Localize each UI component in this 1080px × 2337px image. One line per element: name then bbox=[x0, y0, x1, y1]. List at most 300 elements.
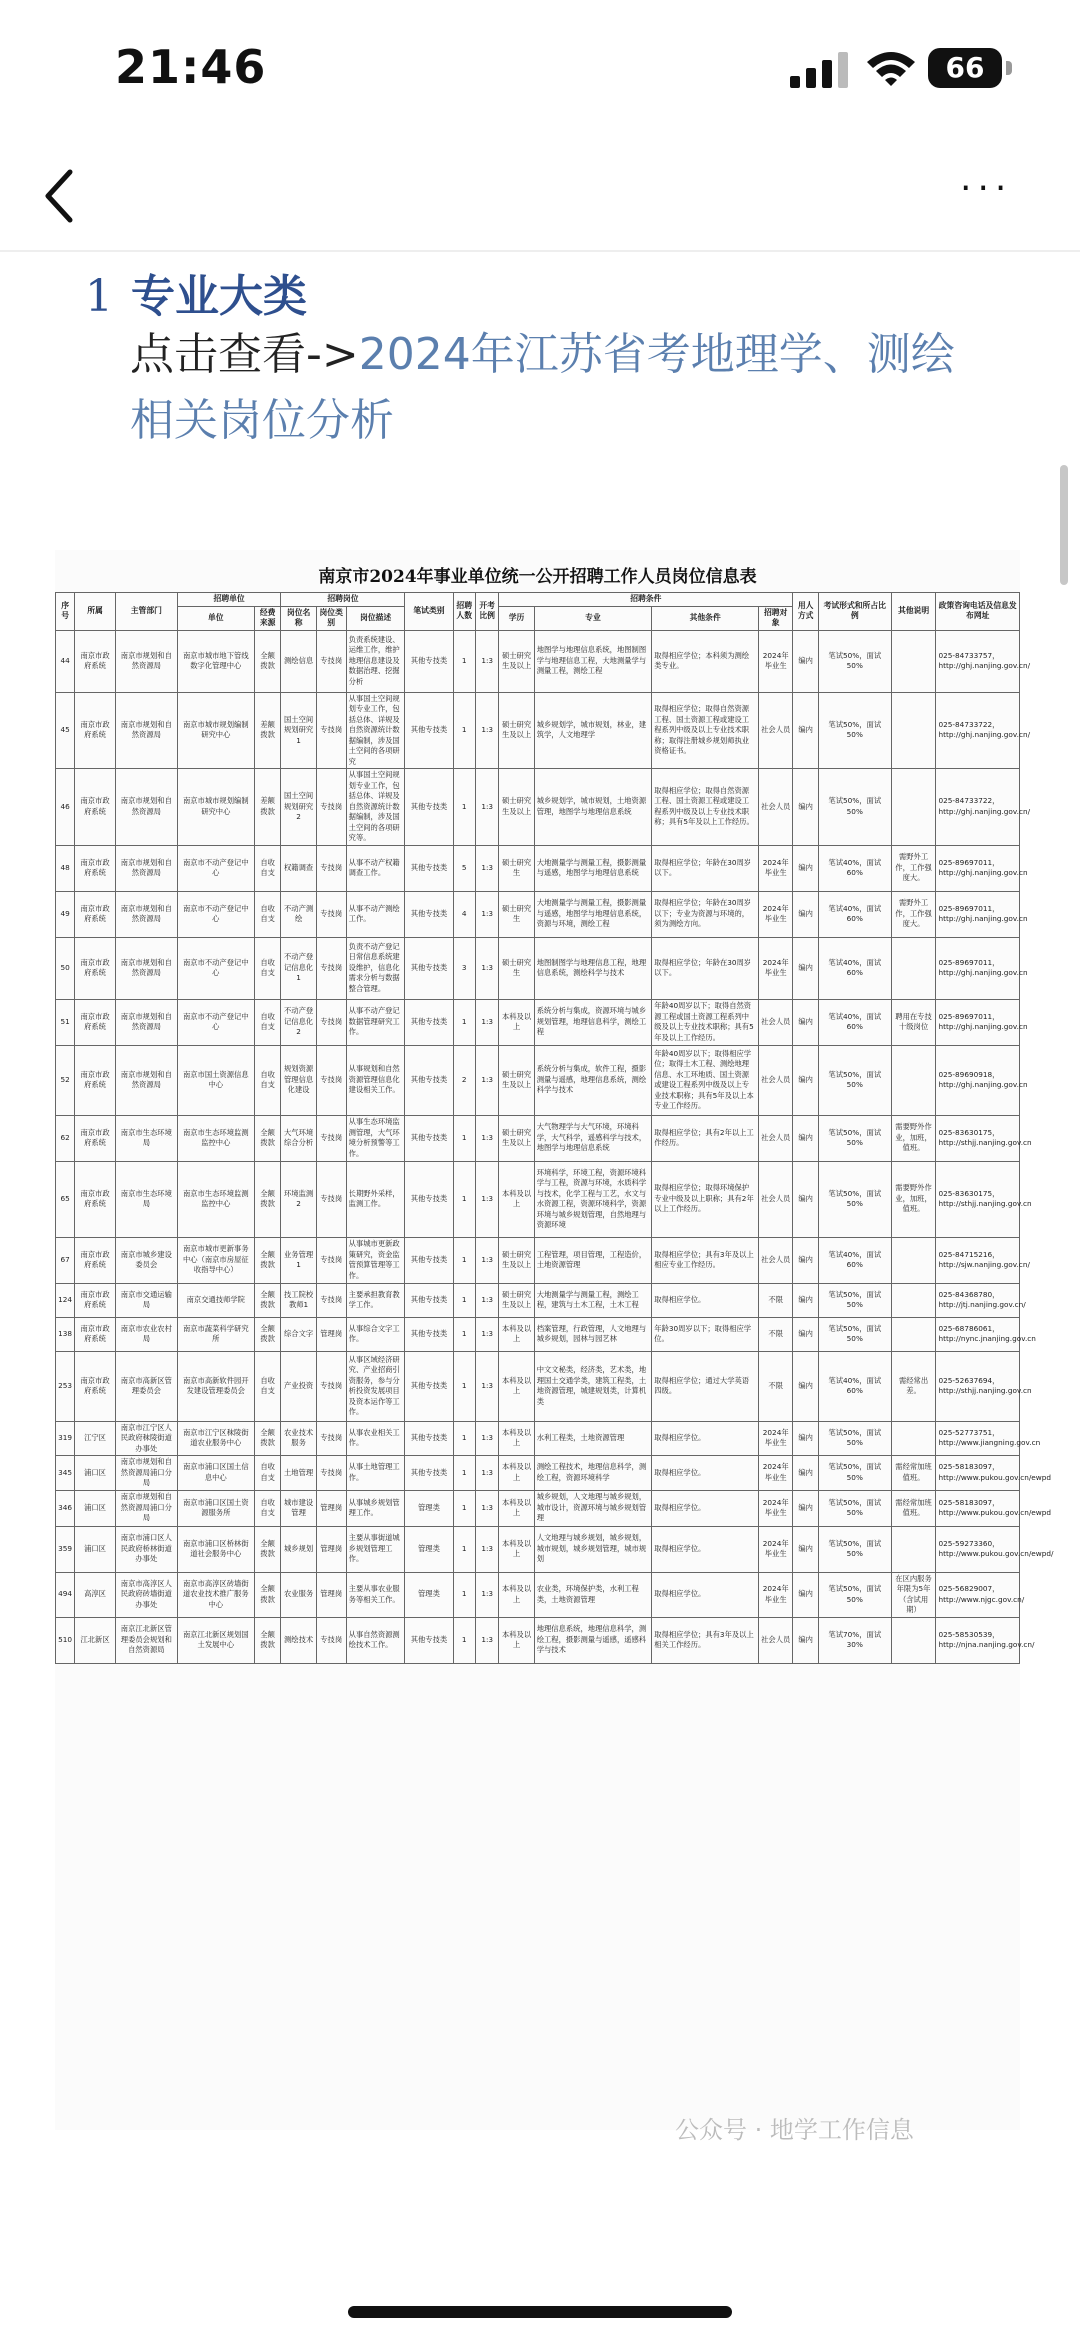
table-cell: 主要承担教育教学工作。 bbox=[346, 1283, 405, 1317]
table-cell: 从事不动产登记数据管理研究工作。 bbox=[346, 999, 405, 1045]
table-cell: 南京市规划和自然资源局 bbox=[115, 845, 177, 891]
table-cell: 工程管理，项目管理，工程造价，土地资源管理 bbox=[534, 1237, 652, 1283]
table-cell: 1 bbox=[453, 1490, 475, 1526]
table-cell: 345 bbox=[56, 1456, 75, 1491]
table-cell: 管理岗 bbox=[316, 1490, 346, 1526]
table-cell: 社会人员 bbox=[759, 1237, 793, 1283]
col-header-num: 招聘人数 bbox=[453, 593, 475, 631]
table-cell: 自收自支 bbox=[254, 1351, 281, 1421]
table-cell: 国土空间规划研究1 bbox=[281, 692, 316, 769]
table-cell: 从事区域经济研究、产业招商引资服务，参与分析投资发展项目及资本运作等工作。 bbox=[346, 1351, 405, 1421]
table-cell: 其他专技类 bbox=[405, 1456, 453, 1491]
table-cell: 1:3 bbox=[475, 937, 499, 999]
table-cell: 南京市生态环境监测监控中心 bbox=[177, 1161, 254, 1237]
table-cell: 专技岗 bbox=[316, 1045, 346, 1115]
table-cell: 档案管理，行政管理，人文地理与城乡规划，园林与园艺林 bbox=[534, 1317, 652, 1351]
table-cell: 笔试50%，面试50% bbox=[818, 1045, 891, 1115]
table-row bbox=[56, 1161, 1020, 1237]
table-cell: 农业类，环境保护类，水利工程类，土地资源管理 bbox=[534, 1572, 652, 1617]
table-cell: 1 bbox=[453, 1283, 475, 1317]
col-header-belong: 所属 bbox=[75, 593, 116, 631]
table-cell: 江北新区 bbox=[75, 1617, 116, 1663]
table-cell: 取得相应学位；具有3年及以上相关工作经历。 bbox=[652, 1617, 759, 1663]
table-cell: 1 bbox=[453, 1617, 475, 1663]
table-cell: 其他专技类 bbox=[405, 1421, 453, 1456]
table-cell: 025-89697011，http://ghj.nanjing.gov.cn bbox=[936, 937, 1020, 999]
table-cell: 笔试50%，面试50% bbox=[818, 1456, 891, 1491]
table-cell bbox=[891, 1421, 936, 1456]
table-cell: 负责不动产登记日常信息系统建设维护，信息化需求分析与数据整合管理。 bbox=[346, 937, 405, 999]
table-cell: 1 bbox=[453, 1421, 475, 1456]
table-cell: 编内 bbox=[793, 1456, 819, 1491]
table-cell: 南京市规划和自然资源局 bbox=[115, 769, 177, 846]
col-header-post-name: 岗位名称 bbox=[281, 606, 316, 630]
table-cell: 1 bbox=[453, 630, 475, 692]
table-cell: 5 bbox=[453, 845, 475, 891]
table-cell: 专技岗 bbox=[316, 1283, 346, 1317]
table-cell: 测绘工程技术，地理信息科学，测绘工程，资源环境科学 bbox=[534, 1456, 652, 1491]
table-cell: 硕士研究生及以上 bbox=[499, 769, 534, 846]
table-cell: 025-83630175，http://sthjj.nanjing.gov.cn bbox=[936, 1115, 1020, 1161]
table-cell: 产业投资 bbox=[281, 1351, 316, 1421]
table-row bbox=[56, 1456, 1020, 1491]
table-cell: 浦口区 bbox=[75, 1490, 116, 1526]
table-cell: 南京市规划和自然资源局浦口分局 bbox=[115, 1490, 177, 1526]
table-cell: 编内 bbox=[793, 1115, 819, 1161]
table-cell: 1:3 bbox=[475, 1161, 499, 1237]
col-header-exam: 笔试类别 bbox=[405, 593, 453, 631]
table-cell: 本科及以上 bbox=[499, 1421, 534, 1456]
table-cell: 从事城乡规划管理工作。 bbox=[346, 1490, 405, 1526]
table-cell: 其他专技类 bbox=[405, 692, 453, 769]
table-cell: 大气环境综合分析 bbox=[281, 1115, 316, 1161]
table-cell: 2024年毕业生 bbox=[759, 937, 793, 999]
table-cell: 编内 bbox=[793, 1161, 819, 1237]
table-cell: 2024年毕业生 bbox=[759, 1572, 793, 1617]
table-cell: 取得相应学位；年龄在30周岁以下；专业为资源与环境的，须为测绘方向。 bbox=[652, 891, 759, 937]
table-cell: 其他专技类 bbox=[405, 845, 453, 891]
col-header-hire: 用人方式 bbox=[793, 593, 819, 631]
table-cell: 4 bbox=[453, 891, 475, 937]
table-cell: 南京市农业农村局 bbox=[115, 1317, 177, 1351]
table-cell: 自收自支 bbox=[254, 891, 281, 937]
table-cell: 编内 bbox=[793, 1617, 819, 1663]
table-cell: 笔试40%，面试60% bbox=[818, 999, 891, 1045]
table-cell: 46 bbox=[56, 769, 75, 846]
table-cell: 1:3 bbox=[475, 769, 499, 846]
table-cell: 笔试50%，面试50% bbox=[818, 1115, 891, 1161]
table-cell: 025-58530539，http://njna.nanjing.gov.cn/ bbox=[936, 1617, 1020, 1663]
group-header-post: 招聘岗位 bbox=[281, 593, 405, 607]
table-cell: 67 bbox=[56, 1237, 75, 1283]
table-cell: 编内 bbox=[793, 692, 819, 769]
home-indicator[interactable] bbox=[348, 2306, 732, 2318]
table-cell: 农业技术服务 bbox=[281, 1421, 316, 1456]
job-table-image bbox=[55, 550, 1054, 2144]
table-cell: 从事不动产测绘工作。 bbox=[346, 891, 405, 937]
table-cell: 不限 bbox=[759, 1351, 793, 1421]
table-cell: 编内 bbox=[793, 1526, 819, 1572]
table-cell: 1:3 bbox=[475, 1115, 499, 1161]
table-row bbox=[56, 692, 1020, 769]
table-cell: 50 bbox=[56, 937, 75, 999]
table-cell: 1 bbox=[453, 769, 475, 846]
article-link[interactable]: 2024年江苏省考地理学、测绘相关岗位分析 bbox=[130, 329, 955, 446]
table-cell: 南京市城市地下管线数字化管理中心 bbox=[177, 630, 254, 692]
table-cell: 差额拨款 bbox=[254, 769, 281, 846]
table-cell: 2024年毕业生 bbox=[759, 1421, 793, 1456]
table-row bbox=[56, 1421, 1020, 1456]
table-cell: 49 bbox=[56, 891, 75, 937]
table-cell: 南京市政府系统 bbox=[75, 845, 116, 891]
table-cell: 45 bbox=[56, 692, 75, 769]
table-cell: 138 bbox=[56, 1317, 75, 1351]
table-cell: 62 bbox=[56, 1115, 75, 1161]
table-row bbox=[56, 630, 1020, 692]
table-cell: 地理信息系统，地理信息科学，测绘工程，摄影测量与遥感，遥感科学与技术 bbox=[534, 1617, 652, 1663]
table-cell: 规划资源管理信息化建设 bbox=[281, 1045, 316, 1115]
table-cell: 025-84733722，http://ghj.nanjing.gov.cn/ bbox=[936, 692, 1020, 769]
watermark-text: 公众号 · 地学工作信息 bbox=[675, 2116, 914, 2144]
table-cell: 笔试50%，面试50% bbox=[818, 1421, 891, 1456]
table-cell: 51 bbox=[56, 999, 75, 1045]
table-cell: 编内 bbox=[793, 1045, 819, 1115]
battery-level: 66 bbox=[928, 48, 1002, 88]
table-cell: 48 bbox=[56, 845, 75, 891]
col-header-dept: 主管部门 bbox=[115, 593, 177, 631]
table-cell: 需野外工作，工作强度大。 bbox=[891, 891, 936, 937]
table-cell bbox=[891, 1045, 936, 1115]
table-cell: 从事综合文字工作。 bbox=[346, 1317, 405, 1351]
table-cell: 其他专技类 bbox=[405, 999, 453, 1045]
col-header-major: 专业 bbox=[534, 606, 652, 630]
table-cell: 南京市不动产登记中心 bbox=[177, 999, 254, 1045]
table-cell: 取得相应学位；年龄在30周岁以下。 bbox=[652, 845, 759, 891]
table-cell: 南京市江宁区人民政府秣陵街道办事处 bbox=[115, 1421, 177, 1456]
table-cell: 1:3 bbox=[475, 1572, 499, 1617]
table-cell: 南京市规划和自然资源局 bbox=[115, 999, 177, 1045]
job-positions-table bbox=[55, 592, 1054, 1664]
table-cell bbox=[891, 1617, 936, 1663]
table-cell: 1:3 bbox=[475, 1526, 499, 1572]
table-cell: 笔试50%，面试50% bbox=[818, 1317, 891, 1351]
table-cell: 南京市政府系统 bbox=[75, 1115, 116, 1161]
table-cell: 025-89697011，http://ghj.nanjing.gov.cn bbox=[936, 891, 1020, 937]
table-cell: 其他专技类 bbox=[405, 1115, 453, 1161]
table-cell: 1:3 bbox=[475, 999, 499, 1045]
table-cell: 编内 bbox=[793, 999, 819, 1045]
table-cell: 南京江北新区管理委员会规划和自然资源局 bbox=[115, 1617, 177, 1663]
table-cell: 聘用在专技十级岗位 bbox=[891, 999, 936, 1045]
table-cell: 硕士研究生 bbox=[499, 937, 534, 999]
table-cell: 笔试70%，面试30% bbox=[818, 1617, 891, 1663]
col-header-post-type: 岗位类别 bbox=[316, 606, 346, 630]
table-cell: 其他专技类 bbox=[405, 1283, 453, 1317]
table-cell: 其他专技类 bbox=[405, 1237, 453, 1283]
table-cell: 浦口区 bbox=[75, 1526, 116, 1572]
table-cell: 1 bbox=[453, 1526, 475, 1572]
table-cell: 取得相应学位；本科须为测绘类专业。 bbox=[652, 630, 759, 692]
table-cell: 253 bbox=[56, 1351, 75, 1421]
table-cell: 南京市生态环境监测监控中心 bbox=[177, 1115, 254, 1161]
table-cell: 综合文字 bbox=[281, 1317, 316, 1351]
table-cell: 510 bbox=[56, 1617, 75, 1663]
table-cell: 南京市高新区管理委员会 bbox=[115, 1351, 177, 1421]
table-cell: 取得相应学位；取得环境保护专业中级及以上职称；具有2年以上工作经历。 bbox=[652, 1161, 759, 1237]
table-row bbox=[56, 1572, 1020, 1617]
table-cell: 硕士研究生及以上 bbox=[499, 1045, 534, 1115]
table-cell: 自收自支 bbox=[254, 845, 281, 891]
table-cell: 取得相应学位；具有3年及以上相应专业工作经历。 bbox=[652, 1237, 759, 1283]
table-cell: 南京市不动产登记中心 bbox=[177, 845, 254, 891]
table-cell: 硕士研究生及以上 bbox=[499, 1283, 534, 1317]
table-cell: 1:3 bbox=[475, 1045, 499, 1115]
table-cell: 南京市城市规划编制研究中心 bbox=[177, 692, 254, 769]
table-cell: 本科及以上 bbox=[499, 1317, 534, 1351]
table-cell: 笔试40%，面试60% bbox=[818, 845, 891, 891]
table-cell: 高淳区 bbox=[75, 1572, 116, 1617]
table-cell: 社会人员 bbox=[759, 1115, 793, 1161]
table-row bbox=[56, 937, 1020, 999]
table-cell: 城乡规划学，城市规划，林业，建筑学，人文地理学 bbox=[534, 692, 652, 769]
table-cell: 2024年毕业生 bbox=[759, 1526, 793, 1572]
status-time: 21:46 bbox=[115, 40, 267, 94]
table-cell: 南京市政府系统 bbox=[75, 630, 116, 692]
col-header-post-desc: 岗位描述 bbox=[346, 606, 405, 630]
table-cell: 大地测量学与测量工程，摄影测量与遥感，地图学与地理信息系统 bbox=[534, 845, 652, 891]
table-cell: 全额拨款 bbox=[254, 1283, 281, 1317]
table-cell: 社会人员 bbox=[759, 999, 793, 1045]
table-row bbox=[56, 1526, 1020, 1572]
table-cell: 南京市规划和自然资源局 bbox=[115, 630, 177, 692]
table-cell: 自收自支 bbox=[254, 999, 281, 1045]
table-cell: 笔试50%，面试50% bbox=[818, 769, 891, 846]
table-cell: 不动产登记信息化1 bbox=[281, 937, 316, 999]
table-cell: 取得相应学位。 bbox=[652, 1572, 759, 1617]
table-cell: 差额拨款 bbox=[254, 692, 281, 769]
table-cell: 取得相应学位。 bbox=[652, 1490, 759, 1526]
col-header-target: 招聘对象 bbox=[759, 606, 793, 630]
table-cell: 346 bbox=[56, 1490, 75, 1526]
table-cell: 土地管理 bbox=[281, 1456, 316, 1491]
table-cell: 南京市城乡建设委员会 bbox=[115, 1237, 177, 1283]
table-cell: 社会人员 bbox=[759, 1161, 793, 1237]
section-title: 专业大类 bbox=[131, 271, 307, 322]
table-cell: 南京江北新区规划国土发展中心 bbox=[177, 1617, 254, 1663]
table-cell: 笔试50%，面试50% bbox=[818, 1490, 891, 1526]
table-row bbox=[56, 1237, 1020, 1283]
table-cell: 1:3 bbox=[475, 1283, 499, 1317]
table-cell: 管理类 bbox=[405, 1572, 453, 1617]
table-cell: 从事国土空间规划专业工作，包括总体、详规及自然资源统计数据编制，涉及国土空间的各项研究 bbox=[346, 692, 405, 769]
table-cell: 本科及以上 bbox=[499, 1617, 534, 1663]
table-cell: 编内 bbox=[793, 630, 819, 692]
table-cell: 取得相应学位。 bbox=[652, 1283, 759, 1317]
table-cell: 专技岗 bbox=[316, 692, 346, 769]
table-cell: 地图学与地理信息系统，地图制图学与地理信息工程，大地测量学与测量工程，测绘工程 bbox=[534, 630, 652, 692]
table-cell: 1:3 bbox=[475, 1317, 499, 1351]
table-row bbox=[56, 1617, 1020, 1663]
table-cell: 需野外工作，工作强度大。 bbox=[891, 845, 936, 891]
table-cell: 025-52637694，http://sthjj.nanjing.gov.cn bbox=[936, 1351, 1020, 1421]
table-cell: 025-89697011，http://ghj.nanjing.gov.cn bbox=[936, 999, 1020, 1045]
table-cell: 从事不动产权籍调查工作。 bbox=[346, 845, 405, 891]
table-cell: 大地测量学与测量工程，摄影测量与遥感，地图学与地理信息系统，资源与环境，测绘工程 bbox=[534, 891, 652, 937]
table-cell: 1:3 bbox=[475, 1237, 499, 1283]
table-cell: 城市建设管理 bbox=[281, 1490, 316, 1526]
table-cell: 笔试50%，面试50% bbox=[818, 692, 891, 769]
table-cell: 不动产测绘 bbox=[281, 891, 316, 937]
table-cell: 南京市政府系统 bbox=[75, 769, 116, 846]
table-group-header-row bbox=[56, 593, 1020, 607]
table-cell: 3 bbox=[453, 937, 475, 999]
table-cell: 专技岗 bbox=[316, 1456, 346, 1491]
table-cell: 其他专技类 bbox=[405, 937, 453, 999]
table-row bbox=[56, 1490, 1020, 1526]
table-cell: 南京市城市更新事务中心（南京市房屋征收指导中心） bbox=[177, 1237, 254, 1283]
table-cell: 社会人员 bbox=[759, 769, 793, 846]
table-cell: 地图制图学与地理信息工程，地理信息系统，测绘科学与技术 bbox=[534, 937, 652, 999]
table-cell: 南京市国土资源信息中心 bbox=[177, 1045, 254, 1115]
table-cell: 自收自支 bbox=[254, 1490, 281, 1526]
table-cell bbox=[891, 1283, 936, 1317]
table-cell: 笔试40%，面试60% bbox=[818, 1351, 891, 1421]
table-cell: 025-56829007，http://www.njgc.gov.cn/ bbox=[936, 1572, 1020, 1617]
table-cell: 笔试40%，面试60% bbox=[818, 937, 891, 999]
table-cell: 年龄30周岁以下；取得相应学位。 bbox=[652, 1317, 759, 1351]
table-cell: 编内 bbox=[793, 1283, 819, 1317]
table-cell: 南京市浦口区人民政府桥林街道办事处 bbox=[115, 1526, 177, 1572]
table-cell: 取得相应学位；年龄在30周岁以下。 bbox=[652, 937, 759, 999]
table-cell: 需经常加班值班。 bbox=[891, 1490, 936, 1526]
table-cell: 城乡规划 bbox=[281, 1526, 316, 1572]
wifi-icon bbox=[865, 48, 917, 88]
table-cell: 硕士研究生及以上 bbox=[499, 1115, 534, 1161]
table-cell: 44 bbox=[56, 630, 75, 692]
table-cell: 其他专技类 bbox=[405, 891, 453, 937]
table-cell bbox=[891, 1317, 936, 1351]
table-cell: 南京市规划和自然资源局 bbox=[115, 1045, 177, 1115]
table-cell: 本科及以上 bbox=[499, 1456, 534, 1491]
table-cell: 南京市政府系统 bbox=[75, 999, 116, 1045]
cellular-signal-icon bbox=[790, 52, 850, 88]
back-chevron-icon[interactable] bbox=[40, 164, 80, 228]
table-cell: 笔试50%，面试50% bbox=[818, 630, 891, 692]
table-row bbox=[56, 1283, 1020, 1317]
table-cell: 1 bbox=[453, 1456, 475, 1491]
table-cell: 1 bbox=[453, 1237, 475, 1283]
table-cell: 年龄40周岁以下；取得自然资源工程或国土资源工程系列中级及以上专业技术职称；具有5年及以上工作经历。 bbox=[652, 999, 759, 1045]
table-cell: 1:3 bbox=[475, 1490, 499, 1526]
table-cell: 城乡规划学，城市规划，土地资源管理，地图学与地理信息系统 bbox=[534, 769, 652, 846]
table-cell: 025-89690918，http://ghj.nanjing.gov.cn bbox=[936, 1045, 1020, 1115]
table-cell: 025-52773751，http://www.jiangning.gov.cn bbox=[936, 1421, 1020, 1456]
col-header-contact: 政策咨询电话及信息发布网址 bbox=[936, 593, 1020, 631]
table-cell: 1:3 bbox=[475, 845, 499, 891]
table-cell: 不动产登记信息化2 bbox=[281, 999, 316, 1045]
table-cell: 本科及以上 bbox=[499, 999, 534, 1045]
table-cell: 从事国土空间规划专业工作，包括总体、详规及自然资源统计数据编制，涉及国土空间的各项研究等。 bbox=[346, 769, 405, 846]
col-header-no: 序号 bbox=[56, 593, 75, 631]
table-cell: 南京市政府系统 bbox=[75, 937, 116, 999]
table-cell: 025-89697011，http://ghj.nanjing.gov.cn bbox=[936, 845, 1020, 891]
table-cell: 专技岗 bbox=[316, 630, 346, 692]
table-cell: 1:3 bbox=[475, 891, 499, 937]
table-cell: 2024年毕业生 bbox=[759, 1490, 793, 1526]
table-cell: 2 bbox=[453, 1045, 475, 1115]
table-cell: 1:3 bbox=[475, 630, 499, 692]
table-cell: 管理类 bbox=[405, 1490, 453, 1526]
table-row bbox=[56, 1351, 1020, 1421]
table-cell: 专技岗 bbox=[316, 1115, 346, 1161]
table-cell: 编内 bbox=[793, 1317, 819, 1351]
table-cell: 系统分析与集成，软件工程，摄影测量与遥感，地理信息系统，测绘科学与技术 bbox=[534, 1045, 652, 1115]
table-cell: 笔试50%，面试50% bbox=[818, 1161, 891, 1237]
table-body bbox=[56, 630, 1054, 1663]
table-cell: 编内 bbox=[793, 845, 819, 891]
table-cell: 从事规划和自然资源管理信息化建设相关工作。 bbox=[346, 1045, 405, 1115]
table-row bbox=[56, 769, 1020, 846]
table-cell: 大气物理学与大气环境，环境科学，大气科学，遥感科学与技术，地图学与地理信息系统 bbox=[534, 1115, 652, 1161]
table-cell: 编内 bbox=[793, 937, 819, 999]
table-cell: 主要从事农业服务等相关工作。 bbox=[346, 1572, 405, 1617]
table-cell: 硕士研究生及以上 bbox=[499, 692, 534, 769]
table-cell: 系统分析与集成，资源环境与城乡规划管理，地理信息科学，测绘工程 bbox=[534, 999, 652, 1045]
table-cell: 025-84733757，http://ghj.nanjing.gov.cn/ bbox=[936, 630, 1020, 692]
table-cell: 1:3 bbox=[475, 692, 499, 769]
table-cell: 取得相应学位。 bbox=[652, 1526, 759, 1572]
table-cell: 025-84715216，http://sjw.nanjing.gov.cn/ bbox=[936, 1237, 1020, 1283]
table-cell: 其他专技类 bbox=[405, 769, 453, 846]
table-cell: 环境监测2 bbox=[281, 1161, 316, 1237]
table-cell: 大地测量学与测量工程，测绘工程，建筑与土木工程，土木工程 bbox=[534, 1283, 652, 1317]
table-cell: 需要野外作业，加班，值班。 bbox=[891, 1115, 936, 1161]
table-cell: 测绘信息 bbox=[281, 630, 316, 692]
table-cell: 全额拨款 bbox=[254, 1161, 281, 1237]
table-cell bbox=[891, 769, 936, 846]
table-cell: 1 bbox=[453, 1351, 475, 1421]
table-cell: 124 bbox=[56, 1283, 75, 1317]
table-cell: 全额拨款 bbox=[254, 1421, 281, 1456]
table-row bbox=[56, 999, 1020, 1045]
more-options-button[interactable]: ··· bbox=[960, 168, 1013, 209]
battery-nub bbox=[1006, 61, 1012, 75]
table-cell: 南京交通技师学院 bbox=[177, 1283, 254, 1317]
table-cell: 需经常出差。 bbox=[891, 1351, 936, 1421]
table-cell: 本科及以上 bbox=[499, 1572, 534, 1617]
col-header-edu: 学历 bbox=[499, 606, 534, 630]
table-cell: 1 bbox=[453, 1317, 475, 1351]
table-cell: 全额拨款 bbox=[254, 1115, 281, 1161]
scrollbar-thumb[interactable] bbox=[1060, 465, 1068, 585]
table-cell bbox=[891, 1237, 936, 1283]
table-cell: 管理岗 bbox=[316, 1526, 346, 1572]
table-cell: 南京市政府系统 bbox=[75, 1161, 116, 1237]
table-cell: 不限 bbox=[759, 1283, 793, 1317]
table-cell: 自收自支 bbox=[254, 937, 281, 999]
table-title: 南京市2024年事业单位统一公开招聘工作人员岗位信息表 bbox=[318, 567, 757, 587]
table-cell: 南京市江宁区秣陵街道农业服务中心 bbox=[177, 1421, 254, 1456]
table-cell: 025-59273360，http://www.pukou.gov.cn/ewpd/ bbox=[936, 1526, 1020, 1572]
status-bar bbox=[0, 0, 1080, 150]
table-cell: 025-68786061，http://nync.jnanjing.gov.cn bbox=[936, 1317, 1020, 1351]
table-cell: 从事自然资源测绘技术工作。 bbox=[346, 1617, 405, 1663]
table-cell: 南京市政府系统 bbox=[75, 1283, 116, 1317]
lead-prefix: 点击查看-> bbox=[130, 329, 359, 380]
table-cell: 南京市规划和自然资源局 bbox=[115, 692, 177, 769]
table-cell: 全额拨款 bbox=[254, 1317, 281, 1351]
col-header-note: 其他说明 bbox=[891, 593, 936, 631]
